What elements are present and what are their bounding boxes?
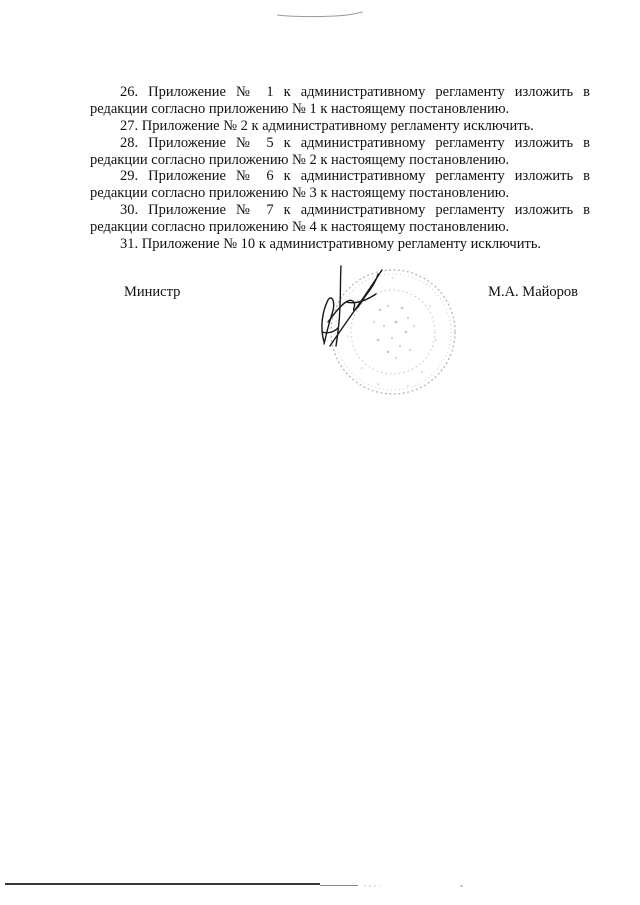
paragraph-30 bbox=[90, 202, 590, 236]
signer-name: М.А. Майоров bbox=[488, 284, 578, 300]
paragraph-28 bbox=[90, 135, 590, 169]
document-body bbox=[90, 84, 590, 253]
paragraph-line: редакции согласно приложению № 1 к настоящему постановлению. bbox=[90, 100, 510, 117]
paragraph-26 bbox=[90, 84, 590, 118]
paragraph-31 bbox=[90, 236, 590, 253]
paragraph-line: редакции согласно приложению № 3 к настоящему постановлению. bbox=[90, 185, 510, 202]
paragraph-line: 31. Приложение № 10 к административному регламенту исключить. bbox=[120, 236, 542, 253]
signer-position: Министр bbox=[124, 284, 181, 300]
paragraph-line: редакции согласно приложению № 4 к настоящему постановлению. bbox=[90, 219, 510, 236]
scan-line-bottom bbox=[5, 883, 320, 885]
paragraph-line: 28. Приложение № 5 к административному регламенту изложить в bbox=[120, 134, 590, 151]
scan-line-bottom-faint bbox=[320, 884, 470, 888]
paragraph-line: 30. Приложение № 7 к административному регламенту изложить в bbox=[120, 202, 590, 219]
paragraph-line: 29. Приложение № 6 к административному регламенту изложить в bbox=[120, 168, 590, 185]
paragraph-line: 26. Приложение № 1 к административному регламенту изложить в bbox=[120, 84, 590, 100]
paragraph-27 bbox=[90, 118, 590, 135]
handwritten-signature bbox=[310, 262, 390, 357]
paragraph-line: редакции согласно приложению № 2 к настоящему постановлению. bbox=[90, 151, 510, 168]
paragraph-line: 27. Приложение № 2 к административному регламенту исключить. bbox=[120, 117, 534, 134]
paragraph-29 bbox=[90, 168, 590, 202]
scan-mark-top bbox=[275, 8, 365, 22]
